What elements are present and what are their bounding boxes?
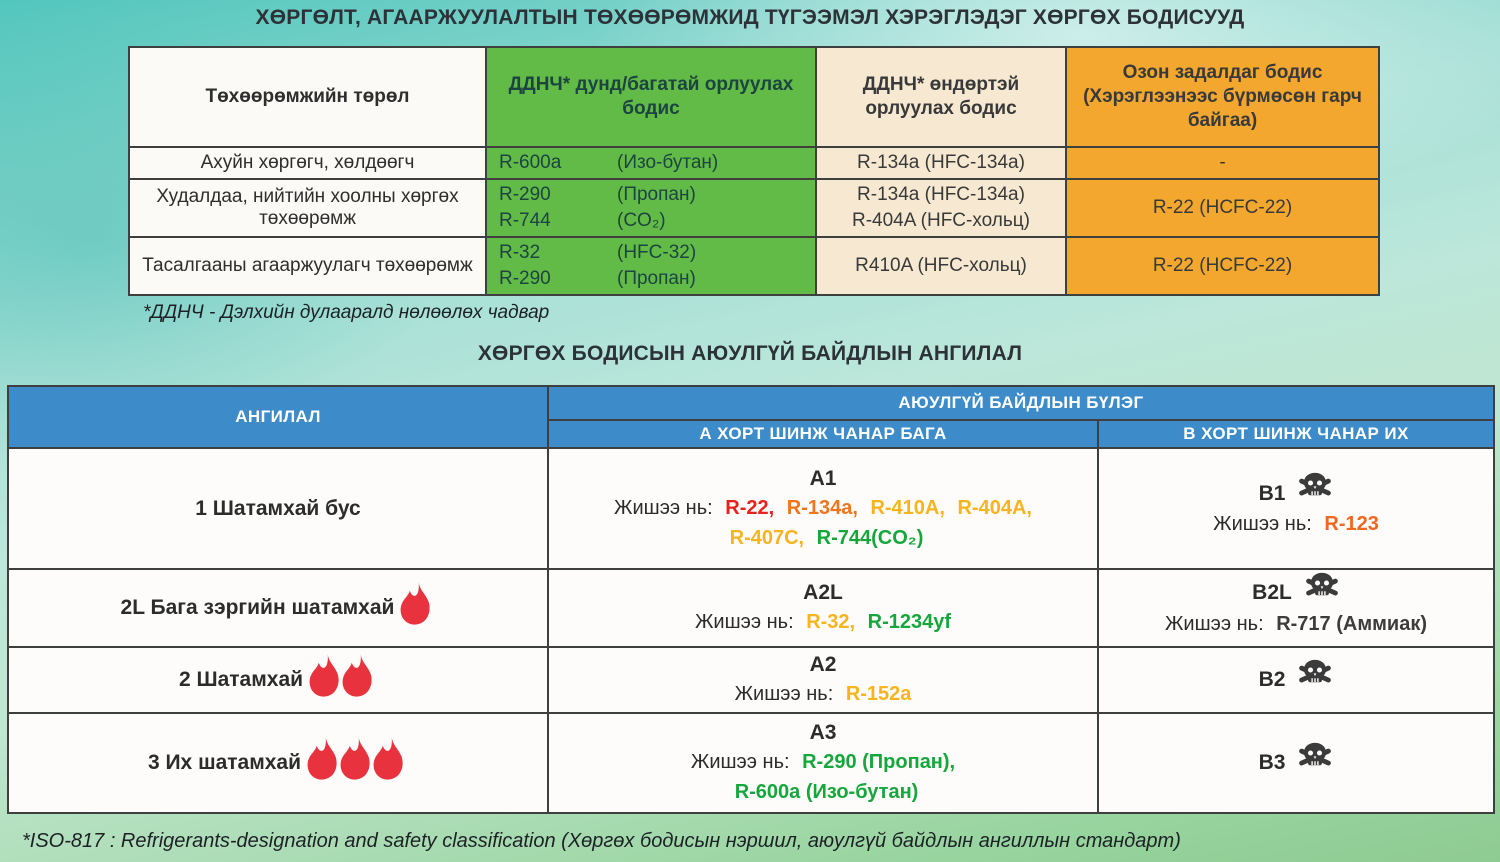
- table-row: [129, 147, 1379, 179]
- example-label: Жишээ нь:: [614, 496, 713, 519]
- table-row: [8, 647, 1494, 713]
- ozone-cell: -: [1066, 147, 1379, 179]
- classification-label: 3 Их шатамхай: [147, 751, 302, 774]
- refrigerant-code: R-744: [499, 210, 551, 231]
- flame-icon: [339, 653, 377, 707]
- refrigerant-example: R-134a,: [786, 496, 858, 519]
- classification-label: 2L Бага зэргийн шатамхай: [120, 596, 395, 619]
- iso-footnote: *ISO-817 : Refrigerants-designation and safety classification (Хөргөх бодисын нэршил, аюулгүй байдлын ангиллын стандарт): [22, 830, 1181, 852]
- group-a-cell: [548, 647, 1098, 713]
- example-label: Жишээ нь:: [690, 751, 790, 773]
- example-label: Жишээ нь:: [694, 611, 794, 633]
- safety-class-code: A3: [809, 721, 837, 744]
- refrigerant-name: (Пропан): [617, 184, 696, 205]
- refrigerant-code: R-32: [499, 242, 541, 263]
- classification-cell: [8, 448, 548, 569]
- refrigerant-example: R-744(CO₂): [816, 526, 924, 549]
- table-row: [129, 179, 1379, 237]
- refrigerants-table-title: ХӨРГӨЛТ, АГААРЖУУЛАЛТЫН ТӨХӨӨРӨМЖИД ТҮГЭЭМЭЛ ХЭРЭГЛЭДЭГ ХӨРГӨХ БОДИСУУД: [255, 6, 1245, 29]
- ozone-cell: R-22 (HCFC-22): [1066, 179, 1379, 237]
- skull-crossbones-icon: [1304, 572, 1340, 603]
- refrigerant-entry: R-134a (HFC-134a): [857, 184, 1025, 205]
- refrigerant-example: R-404A,: [957, 496, 1032, 519]
- classification-cell: [8, 569, 548, 647]
- header-ozone-depleting: Озон задалдаг бодис (Хэрэглээнээс бүрмөсөн гарч байгаа): [1066, 47, 1379, 147]
- table-row: [129, 237, 1379, 295]
- group-b-cell: [1098, 569, 1494, 647]
- refrigerant-code: R-290: [499, 184, 551, 205]
- table-row: [8, 448, 1494, 569]
- equipment-type-cell: Тасалгааны агааржуулагч төхөөрөмж: [129, 237, 486, 295]
- example-label: Жишээ нь:: [734, 683, 834, 705]
- group-b-cell: [1098, 448, 1494, 569]
- header-high-gwp: ДДНЧ* өндөртэй орлуулах бодис: [816, 47, 1066, 147]
- refrigerant-example: R-290 (Пропан),: [802, 751, 956, 773]
- header-low-toxicity: А ХОРТ ШИНЖ ЧАНАР БАГА: [548, 420, 1098, 448]
- refrigerant-name: (Изо-бутан): [617, 152, 719, 173]
- low-gwp-cell: [486, 237, 816, 295]
- high-gwp-cell: [816, 147, 1066, 179]
- refrigerants-header-row: [129, 47, 1379, 147]
- refrigerant-example: R-152a: [845, 683, 912, 705]
- skull-crossbones-icon: [1297, 472, 1333, 503]
- group-b-cell: [1098, 713, 1494, 813]
- header-low-gwp: ДДНЧ* дунд/багатай орлуулах бодис: [486, 47, 816, 147]
- safety-class-code: B1: [1258, 481, 1286, 505]
- classification-cell: [8, 647, 548, 713]
- high-gwp-cell: [816, 237, 1066, 295]
- refrigerant-example: R-410A,: [870, 496, 945, 519]
- refrigerant-example: R-1234yf: [867, 611, 952, 633]
- safety-class-code: B2L: [1252, 581, 1292, 604]
- header-safety-group: АЮУЛГҮЙ БАЙДЛЫН БҮЛЭГ: [548, 386, 1494, 420]
- refrigerant-code: R-290: [499, 268, 551, 289]
- low-gwp-cell: [486, 147, 816, 179]
- gwp-footnote: *ДДНЧ - Дэлхийн дулааралд нөлөөлөх чадвар: [143, 302, 550, 323]
- refrigerant-code: R-600a: [499, 152, 562, 173]
- table-row: [8, 713, 1494, 813]
- refrigerant-example: R-32,: [806, 611, 856, 633]
- safety-class-code: B2: [1258, 668, 1286, 691]
- flammability-icons: [311, 653, 377, 707]
- refrigerant-example: R-407C,: [729, 526, 805, 549]
- group-a-cell: [548, 713, 1098, 813]
- skull-crossbones-icon: [1297, 659, 1333, 690]
- refrigerant-example: R-600a (Изо-бутан): [734, 781, 919, 803]
- refrigerant-example: R-123: [1324, 513, 1379, 535]
- refrigerant-entry: R-134a (HFC-134a): [857, 152, 1025, 173]
- refrigerant-entry: R-404A (HFC-хольц): [852, 210, 1030, 231]
- safety-class-code: A2: [809, 653, 837, 676]
- equipment-type-cell: Худалдаа, нийтийн хоолны хөргөх төхөөрөмж: [129, 179, 486, 237]
- refrigerant-name: (Пропан): [617, 268, 696, 289]
- flammability-icons: [309, 736, 408, 790]
- classification-label: 1 Шатамхай бус: [195, 496, 361, 520]
- classification-cell: [8, 713, 548, 813]
- refrigerant-entry: R410A (HFC-хольц): [855, 255, 1027, 276]
- flame-icon: [397, 581, 435, 635]
- refrigerant-example: R-717 (Аммиак): [1276, 612, 1428, 635]
- classification-label: 2 Шатамхай: [178, 668, 304, 691]
- table-row: [8, 569, 1494, 647]
- example-label: Жишээ нь:: [1213, 513, 1312, 535]
- safety-class-code: B3: [1258, 751, 1286, 774]
- flammability-icons: [402, 581, 435, 635]
- ozone-cell: R-22 (HCFC-22): [1066, 237, 1379, 295]
- safety-class-code: A1: [809, 466, 837, 490]
- refrigerant-name: (HFC-32): [617, 242, 697, 263]
- safety-class-code: A2L: [803, 581, 843, 604]
- refrigerants-table: [128, 46, 1380, 296]
- equipment-type-cell: Ахуйн хөргөгч, хөлдөөгч: [129, 147, 486, 179]
- flame-icon: [370, 736, 408, 790]
- header-high-toxicity: В ХОРТ ШИНЖ ЧАНАР ИХ: [1098, 420, 1494, 448]
- group-b-cell: [1098, 647, 1494, 713]
- low-gwp-cell: [486, 179, 816, 237]
- safety-header-row: [8, 386, 1494, 420]
- refrigerant-example: R-22,: [725, 496, 775, 519]
- safety-classification-table: [7, 385, 1495, 814]
- refrigerant-name: (CO₂): [617, 210, 666, 231]
- group-a-cell: [548, 448, 1098, 569]
- high-gwp-cell: [816, 179, 1066, 237]
- safety-table-title: ХӨРГӨХ БОДИСЫН АЮУЛГҮЙ БАЙДЛЫН АНГИЛАЛ: [477, 342, 1023, 365]
- group-a-cell: [548, 569, 1098, 647]
- example-label: Жишээ нь:: [1164, 612, 1264, 635]
- header-equipment-type: Төхөөрөмжийн төрөл: [129, 47, 486, 147]
- skull-crossbones-icon: [1297, 742, 1333, 773]
- header-classification: АНГИЛАЛ: [8, 386, 548, 448]
